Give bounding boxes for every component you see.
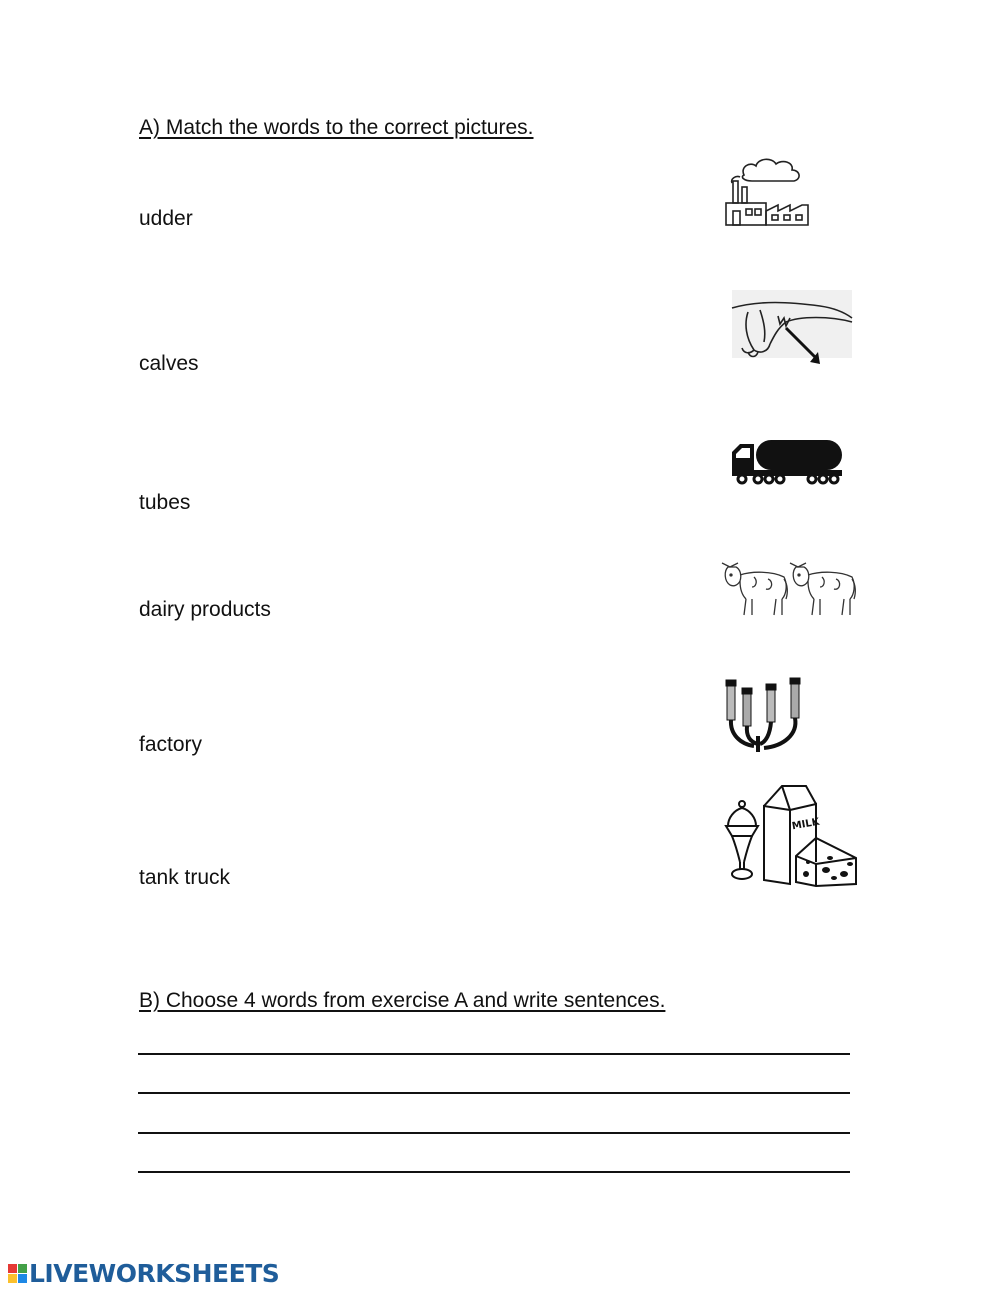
word-tank-truck: tank truck [139, 866, 231, 889]
word-udder: udder [139, 207, 193, 230]
word-dairy-products: dairy products [139, 598, 271, 621]
word-calves: calves [139, 352, 199, 375]
milk-carton-label: MILK [791, 816, 821, 833]
liveworksheets-logo [8, 1257, 279, 1289]
calves-picture [718, 557, 858, 623]
word-tubes: tubes [139, 491, 191, 514]
answer-line[interactable] [138, 1053, 850, 1055]
answer-line[interactable] [138, 1092, 850, 1094]
logo-text: LIVEWORKSHEETS [29, 1258, 280, 1288]
logo-square [18, 1274, 27, 1283]
milking-tubes-picture [720, 676, 810, 756]
answer-line[interactable] [138, 1171, 850, 1173]
logo-square [8, 1264, 17, 1273]
section-b-heading: B) Choose 4 words from exercise A and write sentences. [139, 989, 666, 1012]
dairy-products-picture [720, 780, 860, 892]
tank-truck-picture [728, 438, 846, 488]
logo-square [8, 1274, 17, 1283]
section-a-heading: A) Match the words to the correct pictures. [139, 116, 534, 139]
logo-square [18, 1264, 27, 1273]
factory-picture [722, 153, 814, 229]
answer-line[interactable] [138, 1132, 850, 1134]
word-factory: factory [139, 733, 203, 756]
udder-milking-picture [730, 288, 854, 370]
logo-mark-icon [8, 1264, 27, 1283]
